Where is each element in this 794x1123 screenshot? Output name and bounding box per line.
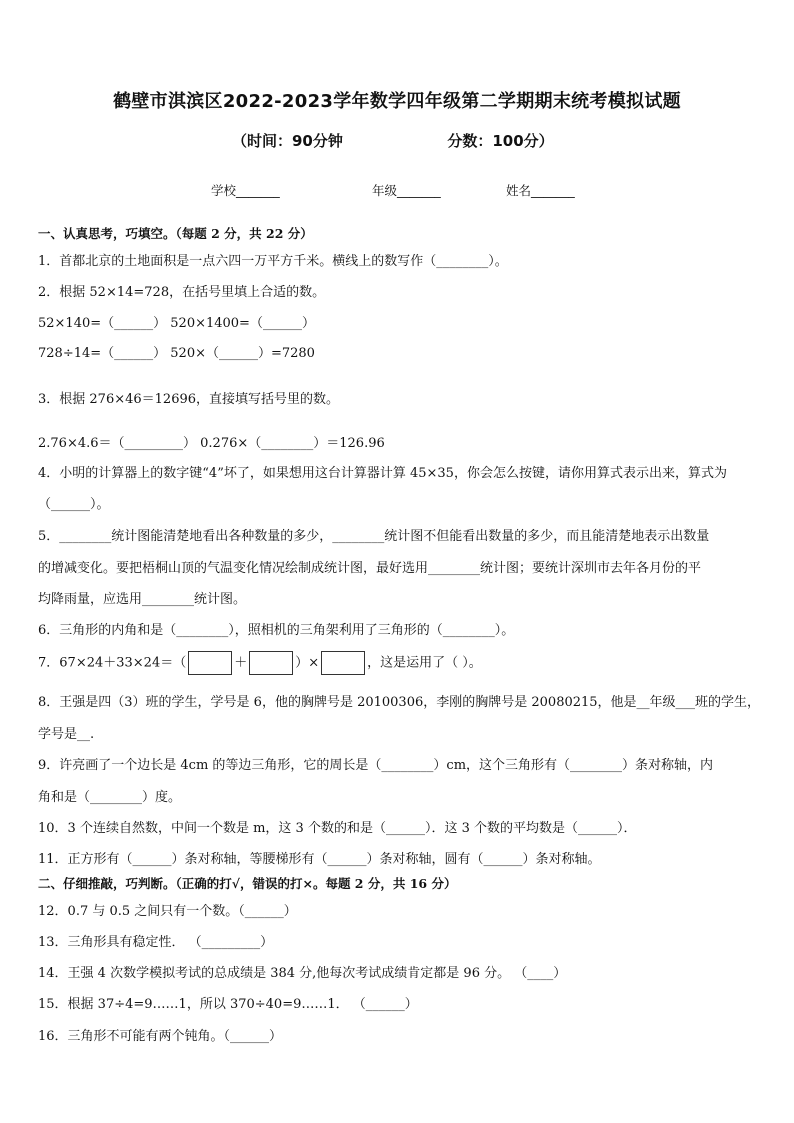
page-title: 鹤壁市淇滨区2022-2023学年数学四年级第二学期期末统考模拟试题 xyxy=(113,91,681,112)
question-8-line-1: 8．王强是四（3）班的学生，学号是 6，他的胸牌号是 20100306，李刚的胸牌号是 20080215，他是__年级___班的学生， xyxy=(38,695,761,710)
question-11: 11．正方形有（______）条对称轴，等腰梯形有（______）条对称轴，圆有（______）条对称轴。 xyxy=(38,852,601,867)
question-3-row: 2.76×4.6＝（_________） 0.276×（________）＝126.96 xyxy=(38,436,385,451)
question-7-prefix: 7．67×24＋33×24＝（ xyxy=(38,655,187,671)
question-5-line-2: 的增减变化。要把梧桐山顶的气温变化情况绘制成统计图，最好选用________统计图；要统计深圳市去年各月份的平 xyxy=(38,561,702,576)
question-7 xyxy=(38,651,482,675)
question-7-suffix: ，这是运用了（ ）。 xyxy=(367,655,482,671)
question-14: 14．王强 4 次数学模拟考试的总成绩是 384 分,他每次考试成绩肯定都是 96 分。 （____） xyxy=(38,966,567,981)
question-8-line-2: 学号是__. xyxy=(38,727,95,742)
question-13: 13．三角形具有稳定性． （_________） xyxy=(38,935,274,950)
question-6: 6．三角形的内角和是（________），照相机的三角架利用了三角形的（________）。 xyxy=(38,623,515,638)
question-16: 16．三角形不可能有两个钝角。（______） xyxy=(38,1029,283,1044)
question-4-line-2: （______）。 xyxy=(38,497,110,512)
answer-box[interactable] xyxy=(321,651,365,675)
question-4-line-1: 4．小明的计算器上的数字键“4”坏了，如果想用这台计算器计算 45×35，你会怎么按键，请你用算式表示出来，算式为 xyxy=(38,466,727,481)
grade-field: 年级_______ xyxy=(372,183,441,198)
question-2: 2．根据 52×14=728，在括号里填上合适的数。 xyxy=(38,285,326,300)
times-sign: ）× xyxy=(295,655,320,671)
section-heading-2: 二、仔细推敲，巧判断。（正确的打√，错误的打×。每题 2 分，共 16 分） xyxy=(38,876,457,891)
question-9-line-1: 9．许亮画了一个边长是 4cm 的等边三角形，它的周长是（________）cm，这个三角形有（________）条对称轴，内 xyxy=(38,758,714,773)
school-field: 学校_______ xyxy=(211,183,280,198)
question-2-row-1: 52×140=（______） 520×1400=（______） xyxy=(38,316,315,331)
question-1: 1．首都北京的土地面积是一点六四一万平方千米。横线上的数写作（________）。 xyxy=(38,254,508,269)
answer-box[interactable] xyxy=(249,651,293,675)
name-field: 姓名_______ xyxy=(506,183,575,198)
question-12: 12．0.7 与 0.5 之间只有一个数。（______） xyxy=(38,904,297,919)
question-9-line-2: 角和是（________）度。 xyxy=(38,790,182,805)
question-5-line-3: 均降雨量，应选用________统计图。 xyxy=(38,592,247,607)
question-5-line-1: 5．________统计图能清楚地看出各种数量的多少，________统计图不但能看出数量的多少，而且能清楚地表示出数量 xyxy=(38,529,710,544)
time-score-line: （时间：90分钟 分数：100分） xyxy=(232,132,554,150)
question-2-row-2: 728÷14=（______） 520×（______）=7280 xyxy=(38,346,315,361)
section-heading-1: 一、认真思考，巧填空。（每题 2 分，共 22 分） xyxy=(38,226,313,241)
answer-box[interactable] xyxy=(188,651,232,675)
plus-sign: ＋ xyxy=(234,655,248,671)
question-15: 15．根据 37÷4=9……1，所以 370÷40=9……1． （______） xyxy=(38,997,418,1012)
question-3: 3．根据 276×46＝12696，直接填写括号里的数。 xyxy=(38,392,340,407)
question-10: 10．3 个连续自然数，中间一个数是 m，这 3 个数的和是（______）．这 3 个数的平均数是（______）． xyxy=(38,821,637,836)
